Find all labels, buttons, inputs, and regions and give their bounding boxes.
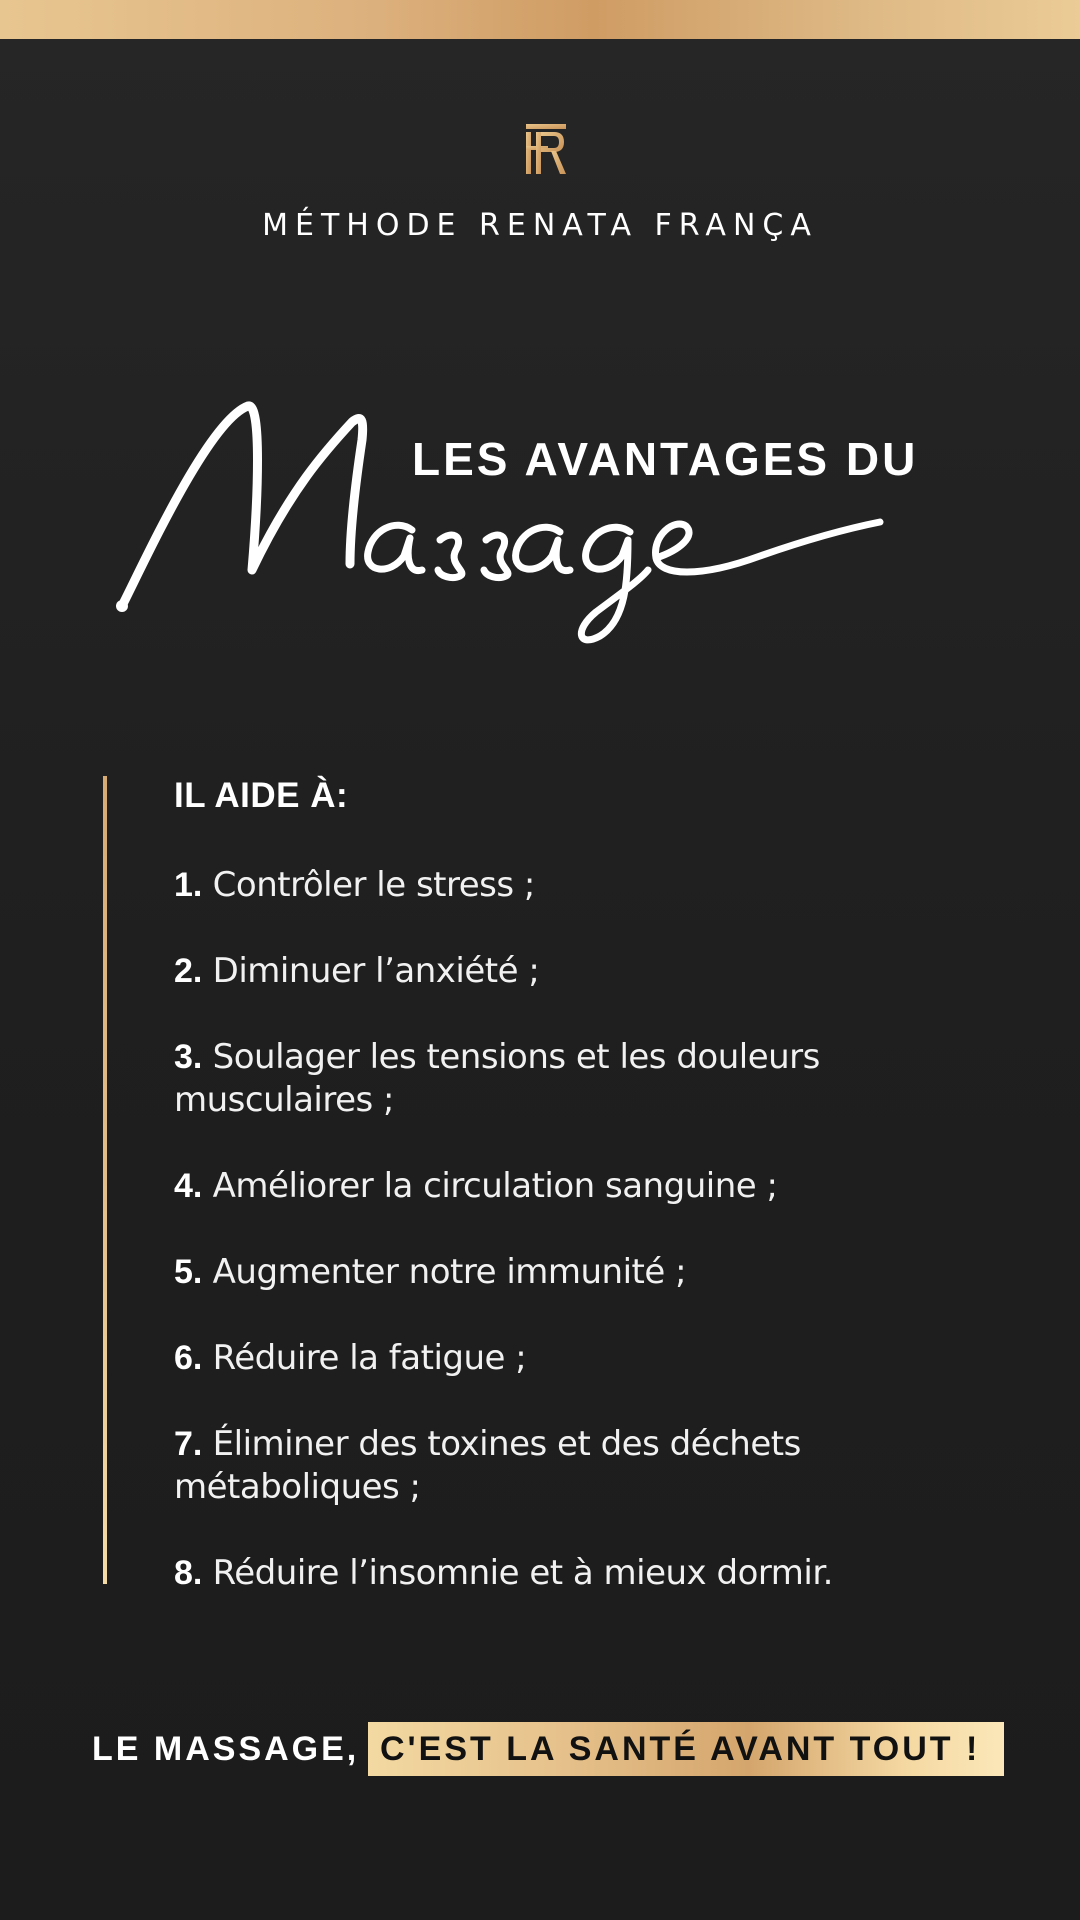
benefits-list <box>174 772 1014 1638</box>
rf-monogram-logo <box>522 124 570 174</box>
item-text: Réduire l’insomnie et à mieux dormir. <box>202 1553 833 1593</box>
brand-name: MÉTHODE RENATA FRANÇA <box>262 208 818 243</box>
list-item <box>174 1165 1014 1208</box>
title-small: LES AVANTAGES DU <box>412 433 919 485</box>
footer-highlight-text: C'EST LA SANTÉ AVANT TOUT ! <box>380 1730 981 1768</box>
list-item <box>174 950 1014 993</box>
item-text: Diminuer l’anxiété ; <box>202 951 540 991</box>
item-number: 5. <box>174 1253 203 1291</box>
item-text: Contrôler le stress ; <box>202 865 535 905</box>
footer-slogan <box>0 1722 1080 1776</box>
item-number: 7. <box>174 1425 203 1463</box>
item-number: 1. <box>174 866 203 904</box>
footer-highlight-box <box>368 1722 1004 1776</box>
massage-script-title <box>100 380 900 660</box>
item-number: 8. <box>174 1554 203 1592</box>
list-item <box>174 1036 894 1122</box>
item-text: Réduire la fatigue ; <box>202 1338 527 1378</box>
list-item <box>174 1552 1014 1595</box>
item-number: 4. <box>174 1167 203 1205</box>
list-item <box>174 1337 1014 1380</box>
list-item <box>174 864 1014 907</box>
top-gold-bar <box>0 0 1080 39</box>
item-number: 2. <box>174 952 203 990</box>
item-number: 3. <box>174 1038 203 1076</box>
item-text: Éliminer des toxines et des déchets métaboliques ; <box>174 1424 801 1507</box>
item-text: Améliorer la circulation sanguine ; <box>202 1166 778 1206</box>
item-text: Soulager les tensions et les douleurs musculaires ; <box>174 1037 820 1120</box>
list-item <box>174 1251 1014 1294</box>
item-number: 6. <box>174 1339 203 1377</box>
footer-plain-text: LE MASSAGE, <box>92 1730 360 1768</box>
gold-vertical-line <box>103 776 107 1584</box>
list-item <box>174 1423 894 1509</box>
list-heading: IL AIDE À: <box>174 776 349 815</box>
item-text: Augmenter notre immunité ; <box>202 1252 687 1292</box>
